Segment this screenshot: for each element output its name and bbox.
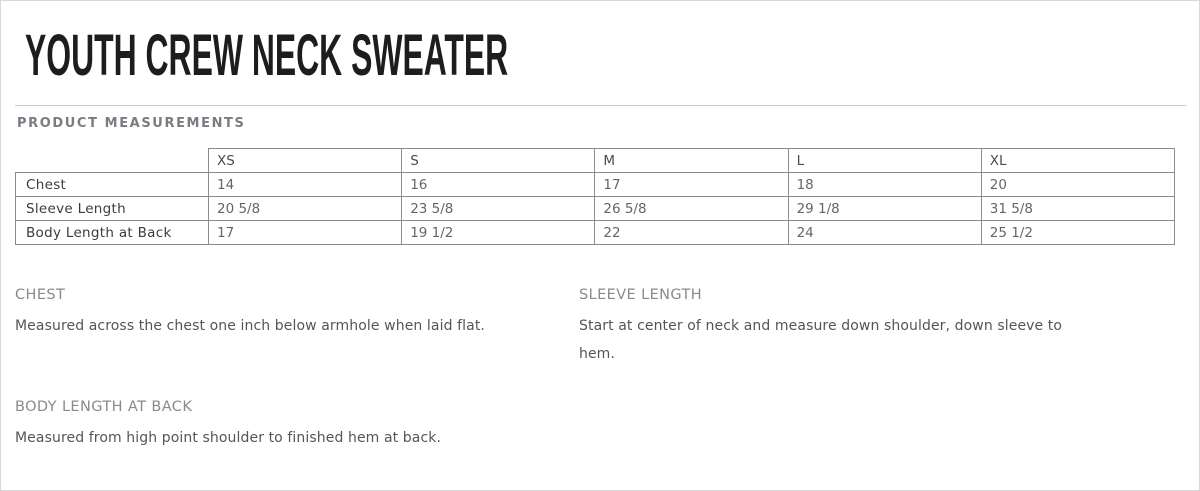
measurement-value: 20 bbox=[981, 173, 1174, 197]
definitions-row-2 bbox=[15, 396, 1175, 452]
product-measurements-heading: PRODUCT MEASUREMENTS bbox=[17, 116, 246, 131]
definition-text-body-length-at-back: Measured from high point shoulder to finished hem at back. bbox=[15, 430, 442, 446]
size-column-header-l: L bbox=[788, 149, 981, 173]
page-title: YOUTH CREW NECK SWEATER bbox=[25, 23, 509, 88]
measurement-value: 31 5/8 bbox=[981, 197, 1174, 221]
size-column-header-m: M bbox=[595, 149, 788, 173]
measurement-value: 16 bbox=[402, 173, 595, 197]
size-column-header-s: S bbox=[402, 149, 595, 173]
size-column-header-xs: XS bbox=[209, 149, 402, 173]
measurement-value: 17 bbox=[595, 173, 788, 197]
definition-heading-sleeve-length: SLEEVE LENGTH bbox=[579, 287, 703, 303]
measurement-value: 14 bbox=[209, 173, 402, 197]
size-measurements-table bbox=[15, 148, 1175, 245]
measurement-value: 22 bbox=[595, 221, 788, 245]
definition-body-length-at-back bbox=[15, 396, 579, 452]
measurement-value: 26 5/8 bbox=[595, 197, 788, 221]
definition-chest bbox=[15, 284, 579, 368]
definitions-empty-cell bbox=[579, 396, 1175, 452]
table-header-row bbox=[16, 149, 1175, 173]
measurement-label: Chest bbox=[16, 173, 209, 197]
definition-text-sleeve-length: Start at center of neck and measure down shoulder, down sleeve to hem. bbox=[579, 318, 1063, 362]
measurement-value: 24 bbox=[788, 221, 981, 245]
measurement-value: 25 1/2 bbox=[981, 221, 1174, 245]
measurement-value: 20 5/8 bbox=[209, 197, 402, 221]
definitions-row-1 bbox=[15, 284, 1175, 368]
table-corner-cell bbox=[16, 149, 209, 173]
table-row-body-length-at-back bbox=[16, 221, 1175, 245]
definition-heading-body-length-at-back: BODY LENGTH AT BACK bbox=[15, 399, 193, 415]
measurement-label: Sleeve Length bbox=[16, 197, 209, 221]
measurement-label: Body Length at Back bbox=[16, 221, 209, 245]
measurement-value: 18 bbox=[788, 173, 981, 197]
divider-line bbox=[15, 105, 1186, 106]
table-row-sleeve-length bbox=[16, 197, 1175, 221]
definition-heading-chest: CHEST bbox=[15, 287, 66, 303]
table-row-chest bbox=[16, 173, 1175, 197]
definition-sleeve-length bbox=[579, 284, 1175, 368]
measurement-value: 17 bbox=[209, 221, 402, 245]
definition-text-chest: Measured across the chest one inch below armhole when laid flat. bbox=[15, 318, 485, 334]
measurement-value: 29 1/8 bbox=[788, 197, 981, 221]
measurement-value: 23 5/8 bbox=[402, 197, 595, 221]
measurement-value: 19 1/2 bbox=[402, 221, 595, 245]
size-column-header-xl: XL bbox=[981, 149, 1174, 173]
